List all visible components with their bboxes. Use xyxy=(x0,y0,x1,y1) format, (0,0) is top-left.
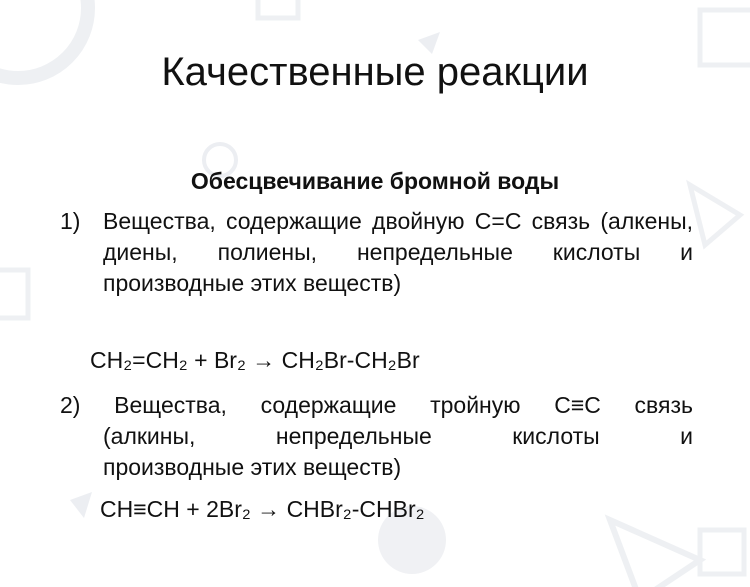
list-item-2-line-3: производные этих веществ) xyxy=(103,454,402,480)
equation-1: CH₂=CH₂ + Br₂ → CH₂Br-CH₂Br xyxy=(90,347,420,373)
list-item-2-line-2: (алкины, непредельные кислоты и xyxy=(103,423,693,449)
list-item-1 xyxy=(60,206,693,299)
list-item-2 xyxy=(60,390,693,483)
slide-subtitle: Обесцвечивание бромной воды xyxy=(190,168,560,194)
list-item-1-text: Вещества, содержащие двойную С=С связь (алкены, диены, полиены, непредельные кислоты и производные этих веществ) xyxy=(103,208,693,296)
slide-title: Качественные реакции xyxy=(161,50,589,94)
list-item-2-line-1: 2) Вещества, содержащие тройную С≡С связь xyxy=(60,392,693,418)
list-item-1-number: 1) xyxy=(60,208,81,234)
equation-2: CH≡CH + 2Br₂ → CHBr₂-CHBr₂ xyxy=(100,496,425,522)
